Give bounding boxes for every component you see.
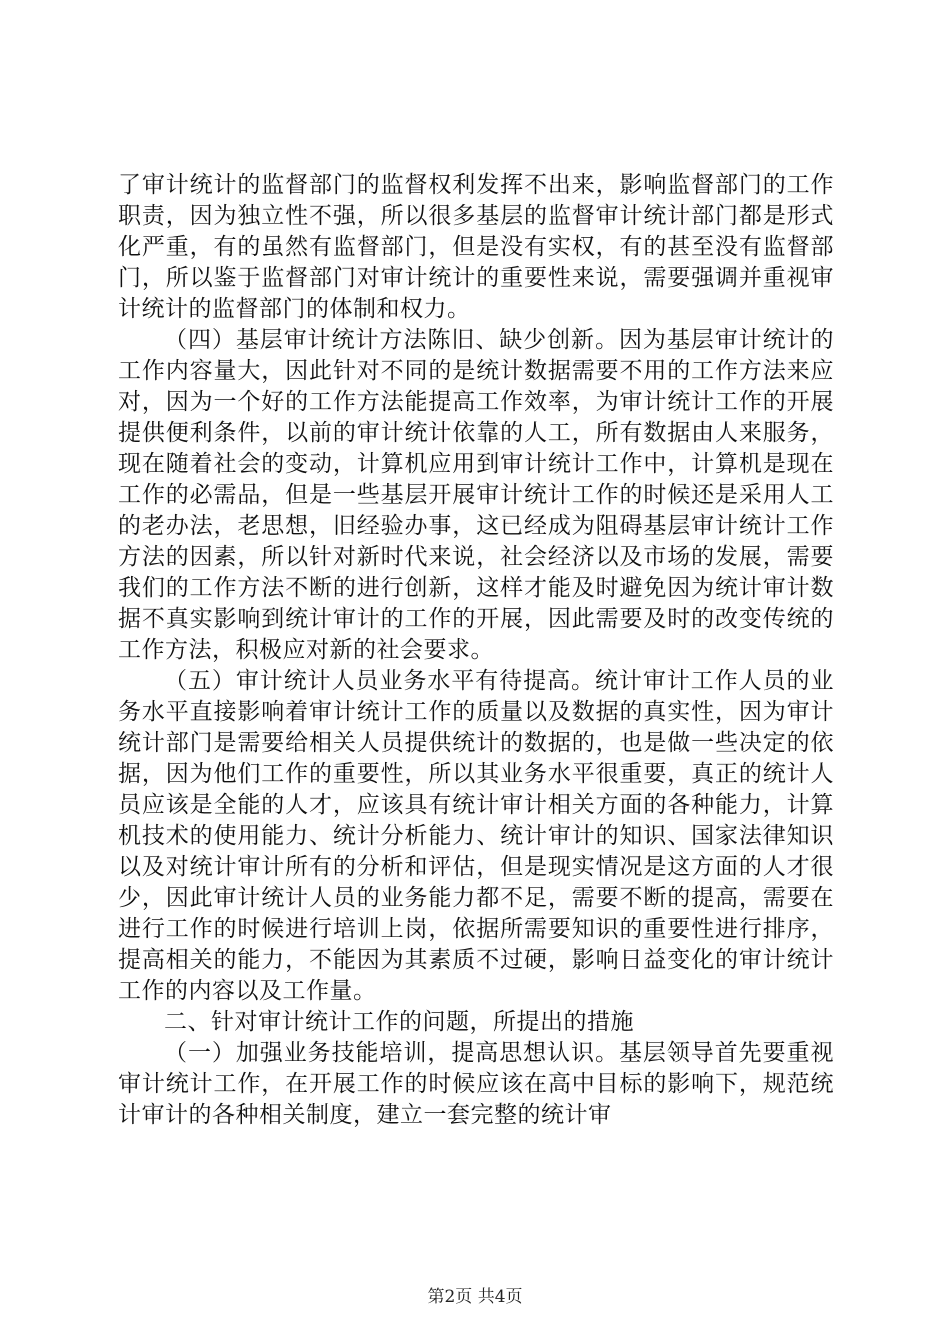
page-footer: 第2页 共4页: [427, 1287, 523, 1307]
paragraph-section-4: （四）基层审计统计方法陈旧、缺少创新。因为基层审计统计的工作内容量大，因此针对不同的是统计数据需要不用的工作方法来应对，因为一个好的工作方法能提高工作效率，为审计统计工作的开展提供便利条件，以前的审计统计依靠的人工，所有数据由人来服务，现在随着社会的变动，计算机应用到审计统计工作中，计算机是现在工作的必需品，但是一些基层开展审计统计工作的时候还是采用人工的老办法，老思想，旧经验办事，这已经成为阻碍基层审计统计工作方法的因素，所以针对新时代来说，社会经济以及市场的发展，需要我们的工作方法不断的进行创新，这样才能及时避免因为统计审计数据不真实影响到统计审计的工作的开展，因此需要及时的改变传统的工作方法，积极应对新的社会要求。: [118, 327, 834, 663]
paragraph-continued: 了审计统计的监督部门的监督权利发挥不出来，影响监督部门的工作职责，因为独立性不强，所以很多基层的监督审计统计部门都是形式化严重，有的虽然有监督部门，但是没有实权，有的甚至没有监督部门，所以鉴于监督部门对审计统计的重要性来说，需要强调并重视审计统计的监督部门的体制和权力。: [118, 172, 834, 322]
section-heading-2: 二、针对审计统计工作的问题，所提出的措施: [164, 1009, 634, 1035]
paragraph-measure-1: （一）加强业务技能培训，提高思想认识。基层领导首先要重视审计统计工作，在开展工作的时候应该在高中目标的影响下，规范统计审计的各种相关制度，建立一套完整的统计审: [118, 1040, 834, 1128]
paragraph-section-5: （五）审计统计人员业务水平有待提高。统计审计工作人员的业务水平直接影响着审计统计工作的质量以及数据的真实性，因为审计统计部门是需要给相关人员提供统计的数据的，也是做一些决定的依据，因为他们工作的重要性，所以其业务水平很重要，真正的统计人员应该是全能的人才，应该具有统计审计相关方面的各种能力，计算机技术的使用能力、统计分析能力、统计审计的知识、国家法律知识以及对统计审计所有的分析和评估，但是现实情况是这方面的人才很少，因此审计统计人员的业务能力都不足，需要不断的提高，需要在进行工作的时候进行培训上岗，依据所需要知识的重要性进行排序，提高相关的能力，不能因为其素质不过硬，影响日益变化的审计统计工作的内容以及工作量。: [118, 668, 834, 1004]
document-body: [118, 170, 834, 1131]
